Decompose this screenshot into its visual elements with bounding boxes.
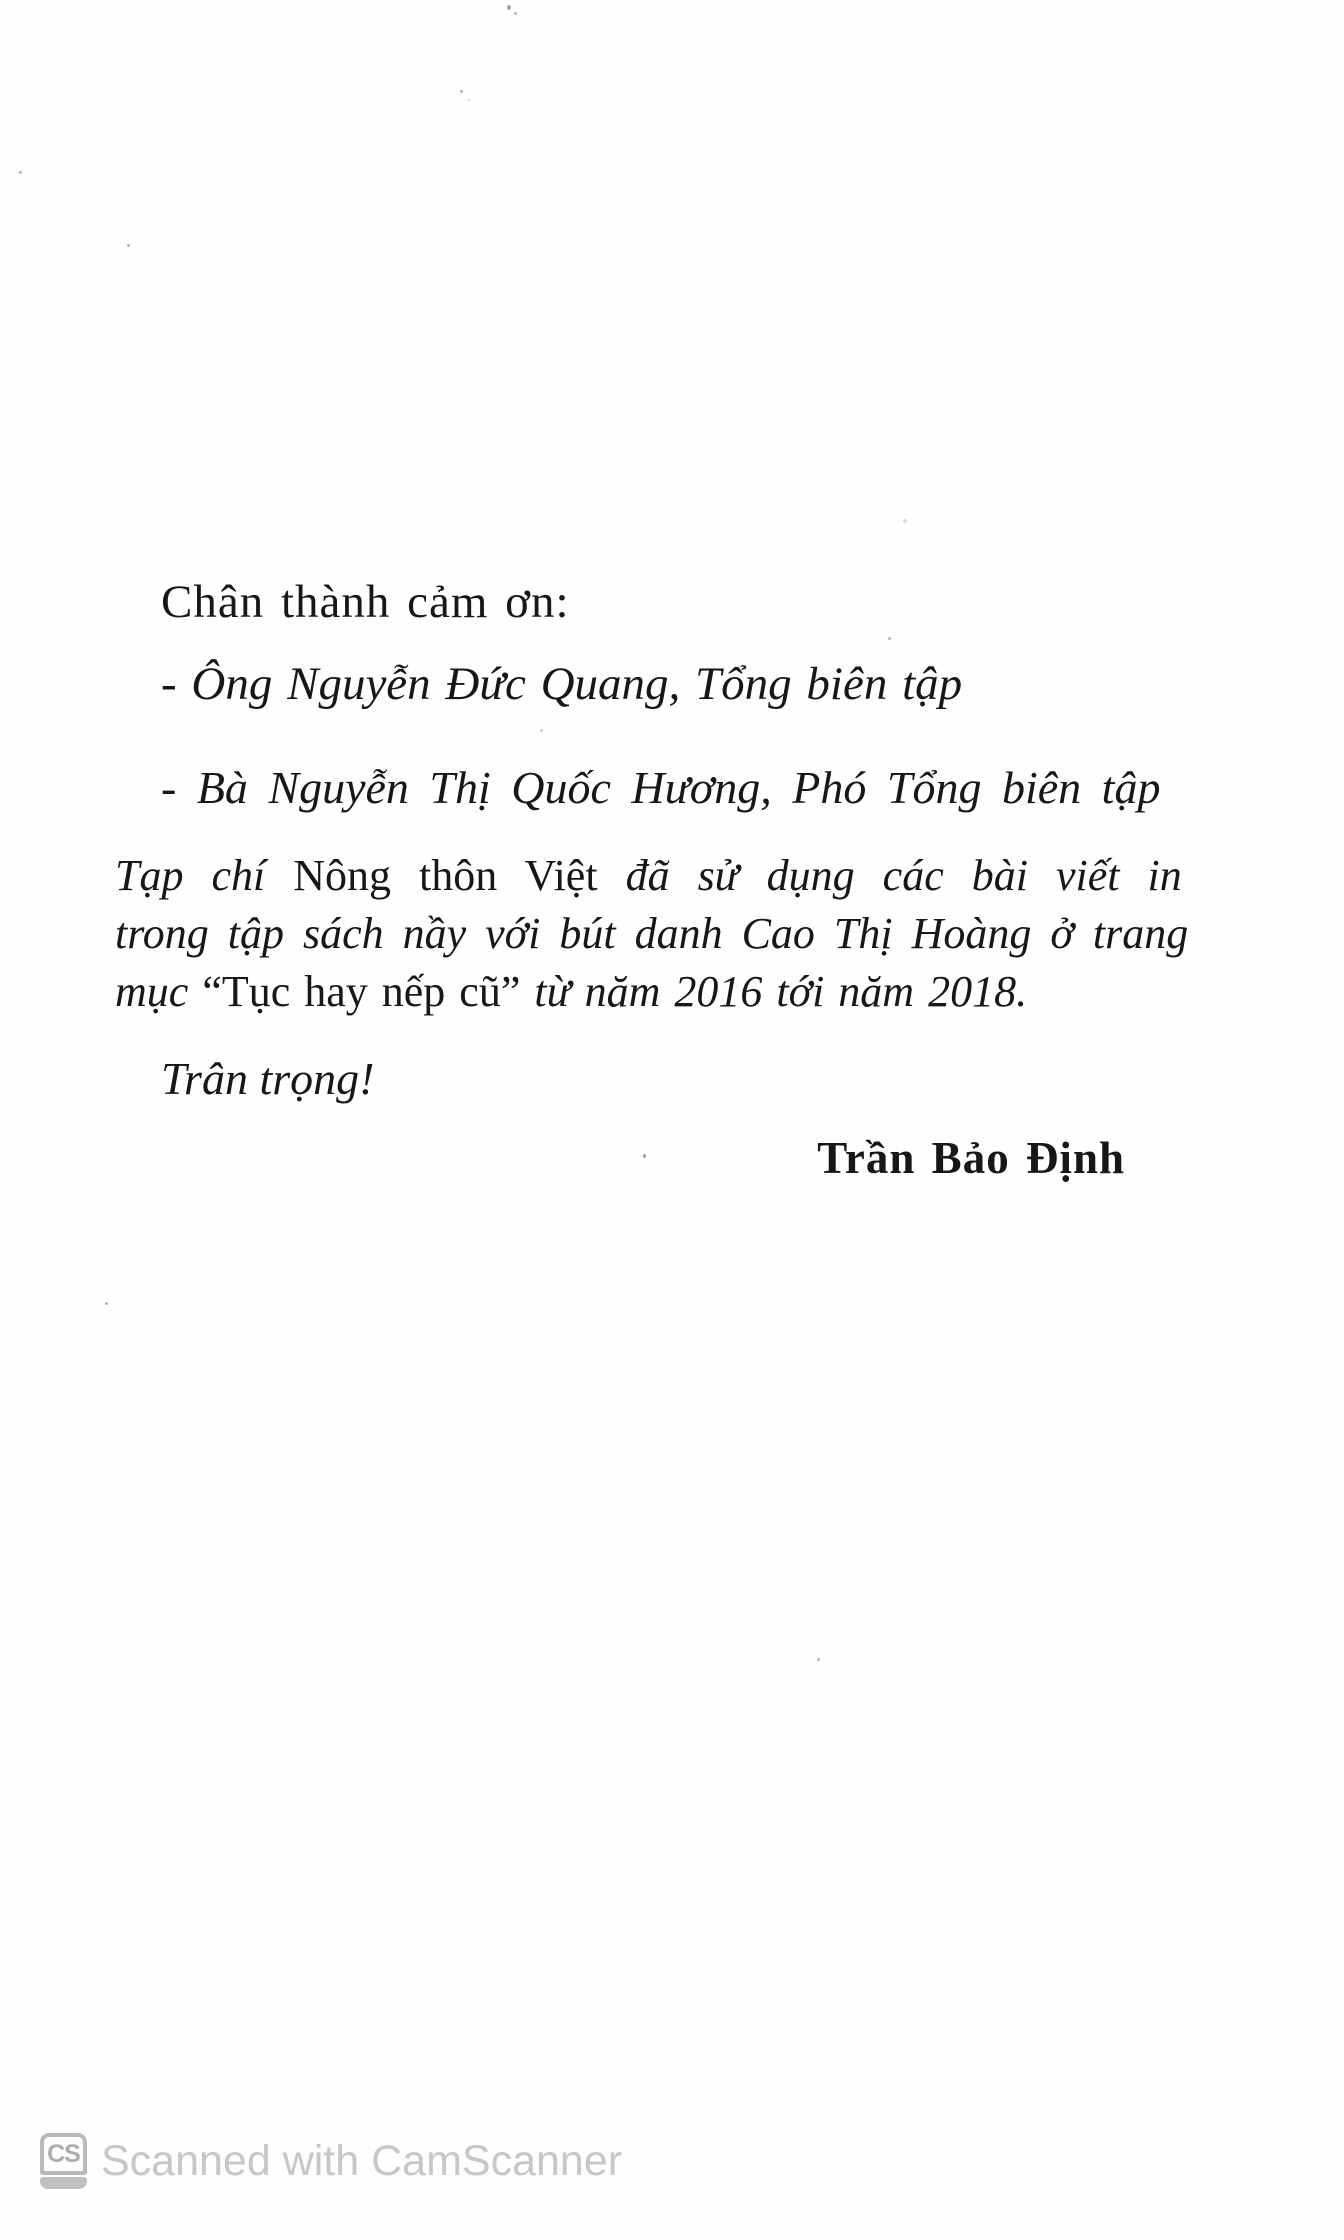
scan-speck (540, 729, 543, 732)
text-segment-italic: Tạp chí (115, 851, 266, 900)
text-segment-roman: Nông thôn Việt (293, 851, 598, 900)
scan-speck (127, 244, 130, 247)
ack-item-ong: - Ông Nguyễn Đức Quang, Tổng biên tập (161, 658, 963, 710)
scan-speck (903, 519, 907, 523)
scan-speck (19, 171, 22, 174)
camscanner-logo-letters: CS (47, 2139, 80, 2168)
scan-speck (817, 1658, 820, 1661)
text-segment-italic: đã sử dụng các bài viết in (625, 851, 1182, 900)
scan-speck (689, 781, 692, 784)
camscanner-watermark-text: Scanned with CamScanner (101, 2137, 623, 2185)
ack-closing: Trân trọng! (161, 1053, 375, 1104)
ack-item-ba-line3: trong tập sách nầy với bút danh Cao Thị Hoàng ở trang (115, 909, 1189, 958)
ack-item-ba-line1: - Bà Nguyễn Thị Quốc Hương, Phó Tổng biên tập (161, 762, 1161, 813)
scan-speck (507, 5, 511, 10)
text-segment-italic: từ năm 2016 tới năm 2018. (534, 967, 1028, 1016)
text-segment-italic: mục (115, 967, 189, 1016)
ack-item-ba-line2 (115, 851, 1182, 902)
ack-item-ba-line4 (115, 967, 1125, 1018)
camscanner-logo-bar (40, 2177, 87, 2189)
ack-heading: Chân thành cảm ơn: (161, 576, 570, 628)
ack-signature: Trần Bảo Định (817, 1133, 1125, 1183)
camscanner-logo (40, 2133, 87, 2191)
text-segment-roman: “Tục hay nếp cũ” (202, 967, 521, 1016)
scan-speck (105, 1302, 108, 1305)
camscanner-logo-frame (40, 2133, 87, 2175)
scan-speck (888, 637, 891, 640)
scan-speck (643, 1154, 646, 1158)
scan-speck (460, 90, 463, 93)
scan-speck (514, 12, 517, 15)
scan-speck (468, 99, 470, 101)
